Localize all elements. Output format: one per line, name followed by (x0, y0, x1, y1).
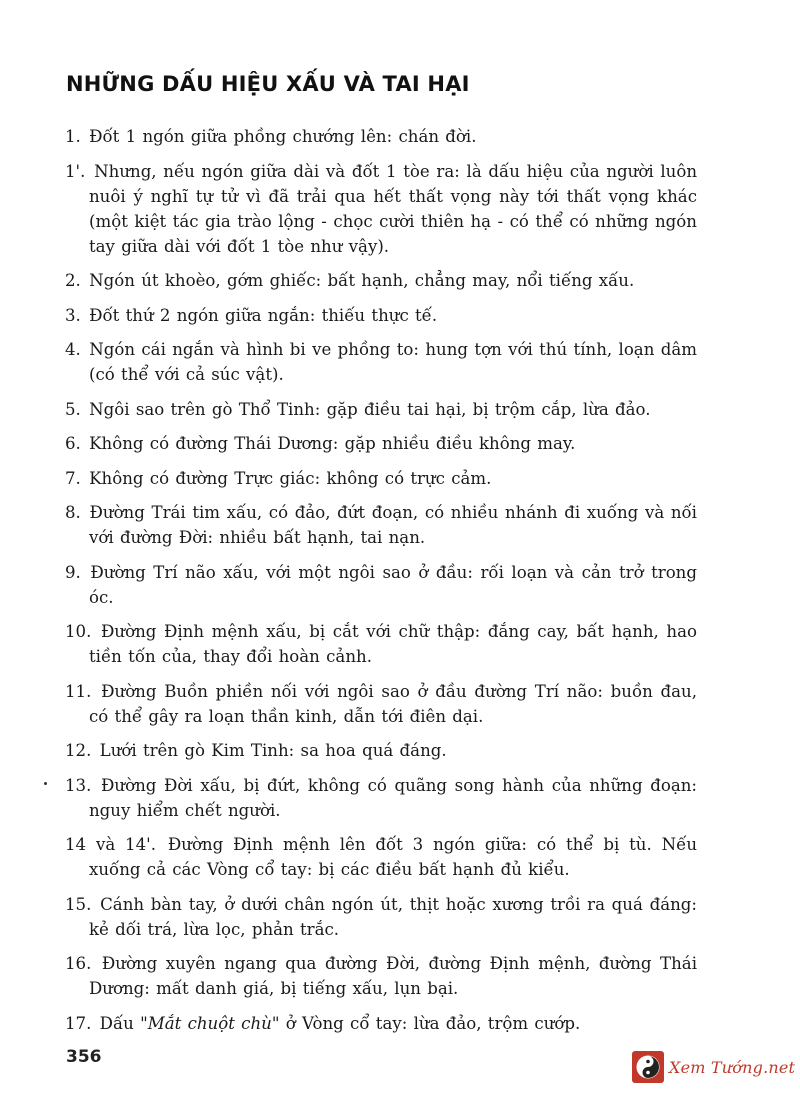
item-number: 1. (65, 127, 81, 146)
item-number: 14 và 14'. (65, 835, 157, 854)
list-item (65, 397, 697, 422)
item-text: Đốt thứ 2 ngón giữa ngắn: thiếu thực tế. (89, 305, 438, 325)
item-text: Ngón út khoèo, gớm ghiếc: bất hạnh, chẳng may, nổi tiếng xấu. (89, 271, 635, 290)
list-item (65, 303, 697, 328)
list-item (65, 159, 697, 259)
list-item (65, 773, 697, 823)
item-number: 1'. (65, 161, 86, 181)
list-item (65, 619, 697, 669)
item-text: Đường Định mệnh lên đốt 3 ngón giữa: có thể bị tù. Nếu xuống cả các Vòng cổ tay: bị các điều bất hạnh đủ kiểu. (89, 835, 698, 879)
list-item (65, 951, 697, 1001)
item-text-after: ở Vòng cổ tay: lừa đảo, trộm cướp. (279, 1013, 581, 1033)
item-text: Lưới trên gò Kim Tinh: sa hoa quá đáng. (99, 741, 447, 760)
item-text-before: Dấu (99, 1013, 141, 1033)
item-number: 5. (65, 399, 81, 419)
item-number: 6. (65, 434, 81, 453)
item-number: 13. (65, 775, 92, 795)
item-number: 2. (65, 271, 81, 290)
item-number: 9. (65, 562, 81, 582)
item-number: 10. (65, 622, 92, 641)
list-item (65, 738, 697, 763)
yin-yang-icon (632, 1051, 664, 1083)
list-item (65, 466, 697, 491)
item-text: Đốt 1 ngón giữa phồng chướng lên: chán đời. (89, 127, 477, 146)
item-text: Không có đường Trực giác: không có trực cảm. (89, 468, 492, 488)
item-text: Đường Trí não xấu, với một ngôi sao ở đầu: rối loạn và cản trở trong óc. (89, 562, 697, 607)
stray-mark (44, 782, 47, 785)
item-number: 3. (65, 305, 81, 325)
item-text: Đường Buồn phiền nối với ngôi sao ở đầu đường Trí não: buồn đau, có thể gây ra loạn thần kinh, dẫn tới điên dại. (89, 681, 697, 726)
watermark-text: Xem Tướng.net (669, 1057, 796, 1077)
watermark (632, 1050, 795, 1084)
item-number: 8. (65, 503, 81, 522)
item-text: Đường Đời xấu, bị đứt, không có quãng song hành của những đoạn: nguy hiểm chết người. (89, 775, 698, 820)
item-text: Đường Trái tim xấu, có đảo, đứt đoạn, có nhiều nhánh đi xuống và nối với đường Đời: nhiều bất hạnh, tai nạn. (89, 503, 697, 547)
item-number: 17. (65, 1013, 92, 1033)
item-text: Đường xuyên ngang qua đường Đời, đường Định mệnh, đường Thái Dương: mất danh giá, bị tiếng xấu, lụn bại. (89, 954, 698, 998)
item-number: 15. (65, 894, 92, 914)
item-text-emphasis: "Mắt chuột chù" (140, 1013, 280, 1033)
sign-list (65, 124, 697, 1045)
list-item (65, 832, 697, 882)
item-number: 16. (65, 954, 92, 973)
item-text: Nhưng, nếu ngón giữa dài và đốt 1 tòe ra: là dấu hiệu của người luôn nuôi ý nghĩ tự tử vì đã trải qua hết thất vọng này tới thất vọng khác (một kiệt tác gia trào lộng - chọc cười thiên hạ - có thể có những ngón tay giữa dài với đốt 1 tòe như vậy). (89, 161, 698, 256)
section-heading: NHỮNG DẤU HIỆU XẤU VÀ TAI HẠI (66, 72, 470, 96)
list-item (65, 124, 697, 149)
item-text: Ngón cái ngắn và hình bi ve phồng to: hung tợn với thú tính, loạn dâm (có thể với cả súc vật). (89, 340, 697, 384)
list-item (65, 431, 697, 456)
list-item (65, 560, 697, 610)
list-item (65, 337, 697, 387)
item-number: 11. (65, 681, 92, 701)
list-item (65, 892, 697, 942)
item-text: Ngôi sao trên gò Thổ Tinh: gặp điều tai hại, bị trộm cắp, lừa đảo. (89, 399, 651, 419)
item-text: Đường Định mệnh xấu, bị cắt với chữ thập: đắng cay, bất hạnh, hao tiền tốn của, thay đổi hoàn cảnh. (89, 622, 697, 666)
item-text: Không có đường Thái Dương: gặp nhiều điều không may. (89, 434, 576, 453)
list-item (65, 679, 697, 729)
list-item (65, 500, 697, 550)
page-number: 356 (66, 1047, 102, 1067)
item-text: Cánh bàn tay, ở dưới chân ngón út, thịt hoặc xương trồi ra quá đáng: kẻ dối trá, lừa lọc, phản trắc. (89, 894, 697, 939)
list-item (65, 1011, 697, 1036)
item-number: 12. (65, 741, 92, 760)
item-number: 7. (65, 468, 81, 488)
list-item (65, 268, 697, 293)
item-number: 4. (65, 340, 81, 359)
